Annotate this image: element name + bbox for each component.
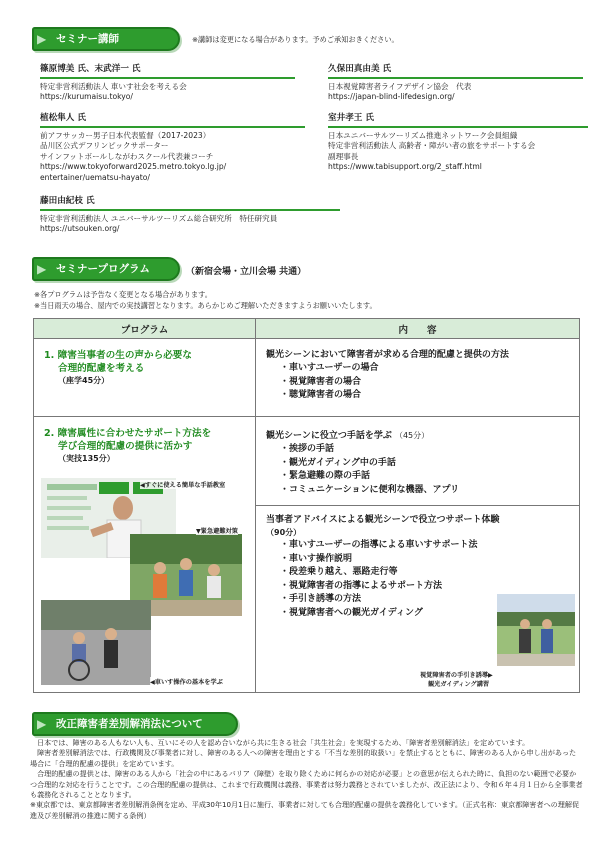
program2-bullet: ・コミュニケーションに便利な機器、アプリ: [280, 484, 460, 495]
program2-duration: （実技135分）: [58, 454, 115, 463]
arrow-icon: ▶: [37, 717, 47, 731]
lecturer-url: https://kurumaisu.tokyo/: [40, 92, 133, 102]
lecturer-name: 篠原博美 氏、末武洋一 氏: [40, 64, 295, 79]
lecturer-url: entertainer/uematsu-hayato/: [40, 172, 150, 182]
program1-title-line1: 1. 障害当事者の生の声から必要な: [44, 350, 192, 361]
evacuation-caption: ▼緊急避難対策: [196, 528, 238, 535]
support-bullet: ・車いすユーザーの指導による車いすサポート法: [280, 540, 478, 550]
arrow-icon: ▶: [37, 262, 47, 276]
lecturer-affiliation: 前アフサッカー男子日本代表監督（2017-2023）: [40, 130, 211, 140]
program2-bullet: ・緊急避難の際の手話: [280, 471, 371, 481]
program1-bullet: ・車いすユーザーの場合: [280, 363, 379, 373]
program2-bullet: ・観光ガイディング中の手話: [280, 457, 396, 468]
lecturer-affiliation: 副理事長: [328, 151, 359, 161]
sign-language-title-text: 観光シーンに役立つ手話を学ぶ: [266, 431, 392, 441]
support-bullet: ・手引き誘導の方法: [280, 594, 362, 604]
law-paragraph: ※東京都では、東京都障害者差別解消条例を定め、平成30年10月1日に施行、事業者に対しても合理的配慮の提供を義務化しています。（正式名称：東京都障害者への理解促進及び差別解消の推進に関する条例）: [30, 800, 580, 820]
support-bullet: ・視覚障害者への観光ガイディング: [280, 607, 423, 618]
lecturer-block: [40, 196, 340, 235]
seminar-lecturers-title: セミナー講師: [56, 33, 119, 45]
program-note: ※各プログラムは予告なく変更となる場合があります。: [34, 290, 212, 299]
program1-content-cell: [256, 339, 580, 417]
lecturer-change-note: ※講師は変更になる場合があります。予めご承知おきください。: [192, 35, 399, 44]
program1-content-title: 観光シーンにおいて障害者が求める合理的配慮と提供の方法: [266, 350, 509, 360]
program2-title-line2: 学び合理的配慮の提供に活かす: [58, 441, 193, 452]
law-paragraph: 日本では、障害のある人もない人も、互いにその人を認め合いながら共に生きる社会「共生社会」を実現するため、「障害者差別解消法」を定めています。: [30, 738, 530, 747]
seminar-lecturers-heading: [32, 27, 180, 51]
sign-language-duration: （45分）: [394, 431, 430, 440]
law-body: [30, 738, 583, 856]
law-title: 改正障害者差別解消法について: [56, 718, 203, 730]
guide-caption-line1: 視覚障害者の手引き誘導▶: [420, 672, 493, 679]
wheelchair-caption: ◀車いす操作の基本を学ぶ: [150, 679, 223, 686]
support-bullet: ・車いす操作説明: [280, 553, 353, 564]
sign-class-caption: ◀すぐに使える簡単な手話教室: [140, 482, 226, 489]
lecturer-affiliation: 日本視覚障害者ライフデザイン協会 代表: [328, 81, 472, 91]
arrow-icon: ▶: [37, 32, 47, 46]
lecturer-affiliation: 品川区公式デフリンピックサポーター: [40, 141, 169, 151]
support-bullet: ・段差乗り越え、悪路走行等: [280, 567, 398, 577]
law-heading: [32, 712, 238, 736]
lecturer-affiliation: 特定非営利活動法人 高齢者・障がい者の旅をサポートする会: [328, 141, 536, 151]
guide-caption-line2: 観光ガイディング講習: [428, 681, 490, 688]
guide-image: [497, 594, 575, 666]
lecturer-url: https://utsouken.org/: [40, 224, 120, 234]
lecturer-url: https://japan-blind-lifedesign.org/: [328, 92, 455, 102]
lecturer-block: [40, 64, 295, 103]
program1-bullet: ・視覚障害者の場合: [280, 376, 362, 387]
lecturer-affiliation: 特定非営利活動法人 ユニバーサルツーリズム総合研究所 特任研究員: [40, 213, 278, 223]
program1-title-line2: 合理的配慮を考える: [58, 363, 145, 374]
program2-title-line1: 2. 障害属性に合わせたサポート方法を: [44, 428, 212, 439]
lecturer-url: https://www.tokyoforward2025.metro.tokyo.lg.jp/: [40, 162, 227, 172]
program1-cell: [34, 339, 256, 417]
lecturer-name: 藤田由紀枝 氏: [40, 196, 340, 211]
wheelchair-image: [41, 600, 151, 685]
support-experience-duration: （90分）: [266, 528, 302, 537]
lecturer-url: https://www.tabisupport.org/2_staff.html: [328, 162, 482, 172]
lecturer-block: [328, 113, 588, 173]
support-bullet: ・視覚障害者の指導によるサポート方法: [280, 580, 443, 591]
lecturer-affiliation: サインフットボールしながわスクール代表兼コーチ: [40, 151, 214, 161]
program1-bullet: ・聴覚障害者の場合: [280, 390, 362, 400]
program-note: ※当日雨天の場合、屋内での実技講習となります。あらかじめご理解いただきますようお願いいたします。: [34, 301, 377, 310]
header-program: プログラム: [34, 319, 256, 339]
lecturer-name: 室井孝王 氏: [328, 113, 588, 128]
seminar-program-title: セミナープログラム: [56, 263, 150, 275]
sign-language-section: [256, 417, 579, 506]
seminar-program-heading: [32, 257, 180, 281]
law-paragraph: 障害者差別解消法では、行政機関及び事業者に対し、障害のある人への障害を理由とする「不当な差別的取扱い」を禁止するとともに、障害のある人から申し出があった場合に「合理的配慮の提供」を定めています。: [30, 748, 577, 768]
lecturer-affiliation: 日本ユニバーサルツーリズム推進ネットワーク会員組織: [328, 130, 518, 140]
program1-duration: （座学45分）: [58, 376, 110, 385]
lecturer-affiliation: 特定非営利活動法人 車いす社会を考える会: [40, 81, 187, 91]
header-content: 内 容: [256, 319, 580, 339]
guide-photo: [497, 594, 575, 666]
program2-bullet: ・挨拶の手話: [280, 444, 335, 454]
lecturer-name: 植松隼人 氏: [40, 113, 305, 128]
venue-label: （新宿会場・立川会場 共通）: [186, 267, 307, 277]
lecturer-name: 久保田真由美 氏: [328, 64, 583, 79]
lecturer-block: [40, 113, 305, 184]
lecturer-block: [328, 64, 583, 103]
support-experience-title: 当事者アドバイスによる観光シーンで役立つサポート体験: [266, 515, 500, 525]
sign-language-title: [266, 429, 579, 443]
law-paragraph: 合理的配慮の提供とは、障害のある人から「社会の中にあるバリア（障壁）を取り除くために何らかの対応が必要」との意思が伝えられた時に、負担のない範囲で必要かつ合理的な対応を行うことです。この合理的配慮の提供は、これまで行政機関は義務、事業者は努力義務とされていましたが、改正法により、令和６年４月１日から全事業者も義務化されることとなります。: [30, 769, 583, 800]
wheelchair-photo: [41, 600, 151, 685]
